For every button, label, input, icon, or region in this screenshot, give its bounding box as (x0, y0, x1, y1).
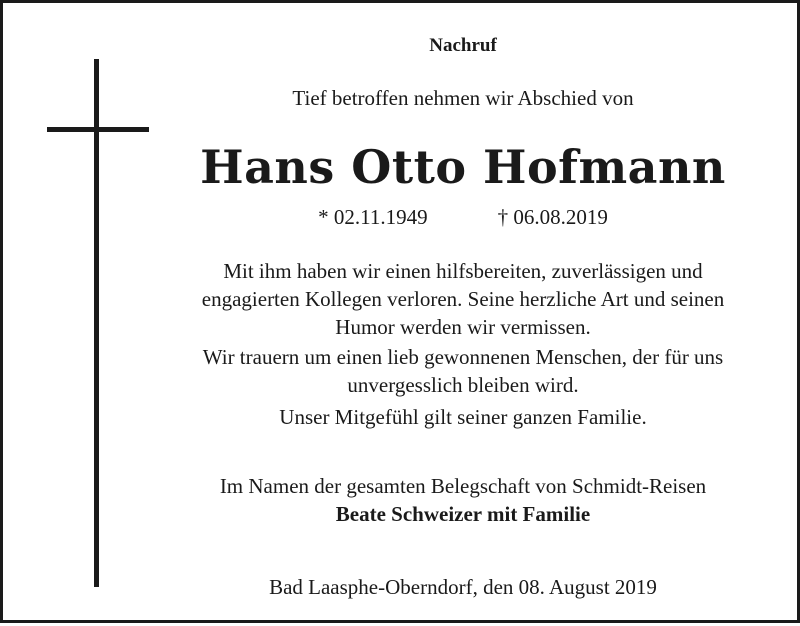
life-dates (153, 203, 773, 231)
tribute-paragraph-1 (153, 257, 773, 341)
intro-text: Tief betroffen nehmen wir Abschied von (292, 86, 634, 110)
tribute-line: Humor werden wir vermissen. (335, 315, 591, 339)
tribute-line: Mit ihm haben wir einen hilfsbereiten, zuverlässigen und (223, 259, 703, 283)
birth-date: * 02.11.1949 (318, 205, 428, 229)
place-and-date: Bad Laasphe-Oberndorf, den 08. August 2019 (269, 575, 657, 599)
tribute-paragraph-2 (153, 343, 773, 399)
on-behalf-text: Im Namen der gesamten Belegschaft von Schmidt-Reisen (219, 474, 707, 498)
signature: Beate Schweizer mit Familie (335, 502, 591, 526)
tribute-line: engagierten Kollegen verloren. Seine herzliche Art und seinen (201, 287, 725, 311)
tribute-line: Wir trauern um einen lieb gewonnenen Menschen, der für uns (202, 345, 724, 369)
tribute-line: unvergesslich bleiben wird. (347, 373, 579, 397)
death-date: † 06.08.2019 (497, 205, 608, 229)
deceased-name: Hans Otto Hofmann (200, 140, 726, 194)
notice-heading: Nachruf (429, 35, 497, 56)
condolence-text: Unser Mitgefühl gilt seiner ganzen Familie. (279, 405, 647, 429)
